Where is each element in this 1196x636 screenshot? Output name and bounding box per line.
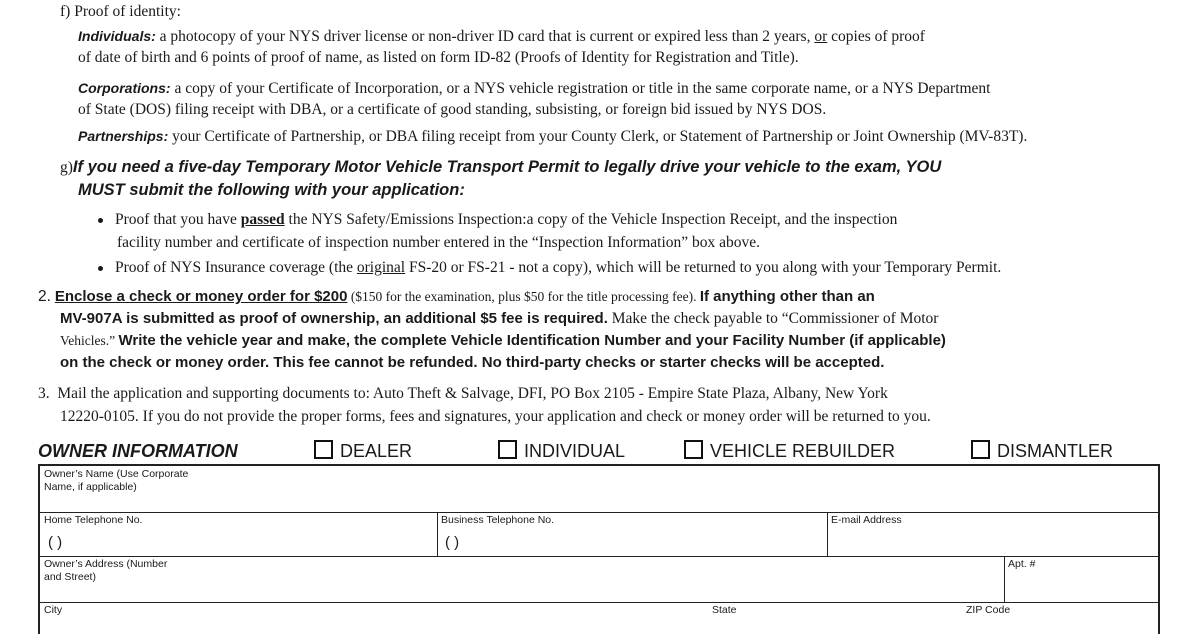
permit-line-1: g)If you need a five-day Temporary Motor Vehicle Transport Permit to legally drive your vehicle to the exam, YOU [60,158,942,176]
item-g-prefix: g) [60,159,73,176]
bullet-2-line: Proof of NYS Insurance coverage (the original FS-20 or FS-21 - not a copy), which will be returned to you along with your Temporary Permit. [98,258,1001,278]
partnerships-line: Partnerships: your Certificate of Partnership, or DBA filing receipt from your County Clerk, or Statement of Partnership or Joint Ownership (MV-83T). [78,128,1028,145]
home-telephone-field[interactable]: Home Telephone No. ( ) [44,514,143,551]
owner-information-form [38,464,1160,634]
city-field[interactable]: City [44,604,63,616]
apt-field[interactable]: Apt. # [1008,558,1036,570]
home-area-code: ( ) [48,534,63,551]
dealer-checkbox[interactable]: DEALER [314,440,412,462]
item-3-number: 3. [38,385,50,402]
checkbox-icon [314,440,333,459]
owner-information-title: OWNER INFORMATION [38,441,238,461]
bullet-icon [98,266,103,271]
vehicle-rebuilder-checkbox[interactable]: VEHICLE REBUILDER [684,440,895,462]
proof-identity-heading: f) Proof of identity: [60,3,181,20]
fee-line-1: 2. Enclose a check or money order for $200 ($150 for the examination, plus $50 for the title processing fee). If anything other than an [38,288,875,305]
mail-line-1: 3. Mail the application and supporting documents to: Auto Theft & Salvage, DFI, PO Box 2105 - Empire State Plaza, Albany, New York [38,385,888,402]
checkbox-icon [498,440,517,459]
individuals-line-2: of date of birth and 6 points of proof of name, as listed on form ID-82 (Proofs of Identity for Registration and Title). [78,49,799,66]
individuals-line-1: Individuals: a photocopy of your NYS driver license or non-driver ID card that is current or expired less than 2 years, or copies of proof [78,28,925,45]
business-telephone-field[interactable]: Business Telephone No. ( ) [441,514,555,551]
permit-line-2: MUST submit the following with your application: [78,181,465,199]
fee-line-3: Vehicles.” Write the vehicle year and make, the complete Vehicle Identification Number and your Facility Number (if applicable) [60,332,946,349]
corporations-label: Corporations: [78,80,171,96]
corporations-line-1: Corporations: a copy of your Certificate of Incorporation, or a NYS vehicle registration or title in the same corporate name, or a NYS Department [78,80,991,97]
fee-line-2: MV-907A is submitted as proof of ownership, an additional $5 fee is required. Make the check payable to “Commissioner of Motor [60,310,939,327]
bullet-1-line-2: facility number and certificate of inspection number entered in the “Inspection Information” box above. [117,234,761,251]
owner-information-header [38,440,1168,462]
owner-name-field[interactable]: Owner’s Name (Use Corporate Name, if applicable) [44,468,189,493]
bullet-1-line-1: Proof that you have passed the NYS Safety/Emissions Inspection:a copy of the Vehicle Inspection Receipt, and the inspection [98,210,897,230]
owner-address-field[interactable]: Owner’s Address (Number and Street) [44,558,168,583]
bullet-icon [98,218,103,223]
fee-amount: Enclose a check or money order for $200 [54,288,348,305]
mail-line-2: 12220-0105. If you do not provide the proper forms, fees and signatures, your application and check or money order will be returned to you. [60,408,931,425]
item-2-number: 2. [38,288,51,305]
dismantler-checkbox[interactable]: DISMANTLER [971,440,1113,462]
business-area-code: ( ) [445,534,460,551]
state-field[interactable]: State [712,604,737,616]
checkbox-icon [971,440,990,459]
corporations-line-2: of State (DOS) filing receipt with DBA, or a certificate of good standing, subsisting, or foreign bid issued by NYS DOS. [78,101,827,118]
fee-line-4: on the check or money order. This fee cannot be refunded. No third-party checks or starter checks will be accepted. [60,354,885,371]
individual-checkbox[interactable]: INDIVIDUAL [498,440,625,462]
checkbox-icon [684,440,703,459]
individuals-label: Individuals: [78,28,156,44]
email-address-field[interactable]: E-mail Address [831,514,902,526]
zip-code-field[interactable]: ZIP Code [966,604,1011,616]
partnerships-label: Partnerships: [78,128,169,144]
